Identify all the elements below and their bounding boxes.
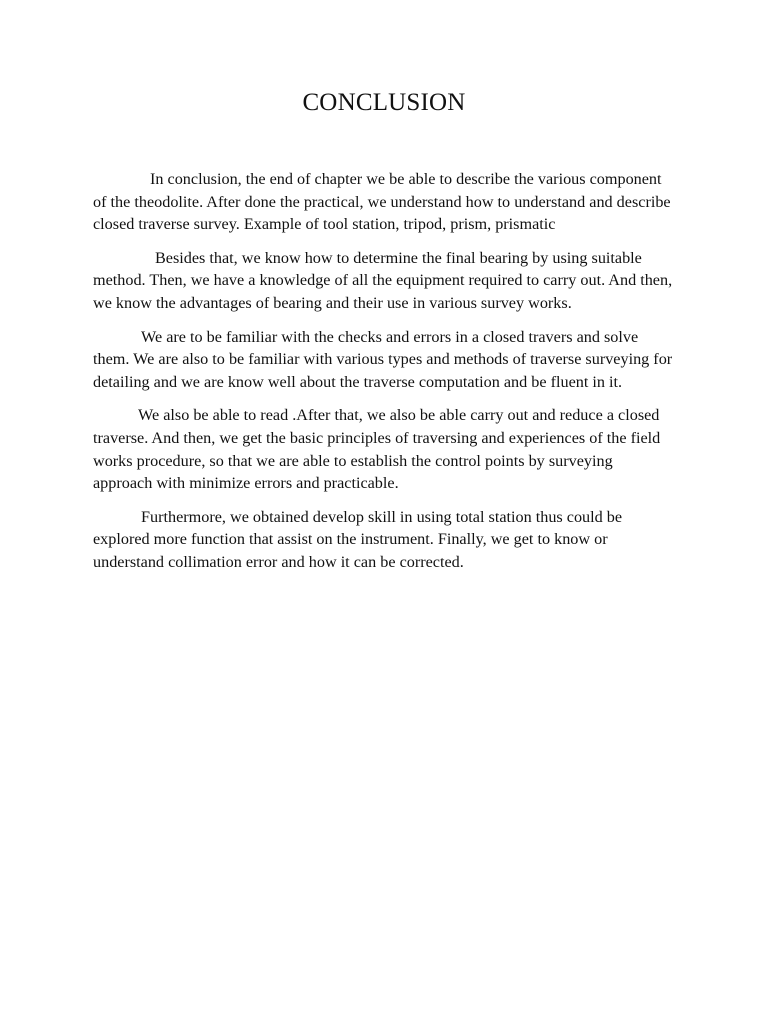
paragraph-5: Furthermore, we obtained develop skill in using total station thus could be explored more function that assist on the instrument. Finally, we get to know or understand collimation error and how it can be corrected. <box>93 507 623 571</box>
page-title: CONCLUSION <box>302 89 466 116</box>
document-body <box>93 168 673 585</box>
paragraph-3: We are to be familiar with the checks and errors in a closed travers and solve them. We are also to be familiar with various types and methods of traverse surveying for detailing and we are know well about the traverse computation and be fluent in it. <box>93 327 673 391</box>
paragraph-4: We also be able to read .After that, we also be able carry out and reduce a closed traverse. And then, we get the basic principles of traversing and experiences of the field works procedure, so that we are able to establish the control points by surveying approach with minimize errors and practicable. <box>93 406 661 493</box>
paragraph-2: Besides that, we know how to determine the final bearing by using suitable method. Then, we have a knowledge of all the equipment required to carry out. And then, we know the advantages of bearing and their use in various survey works. <box>93 248 673 312</box>
paragraph-1: In conclusion, the end of chapter we be able to describe the various component of the theodolite. After done the practical, we understand how to understand and describe closed traverse survey. Example of tool station, tripod, prism, prismatic <box>93 170 671 234</box>
